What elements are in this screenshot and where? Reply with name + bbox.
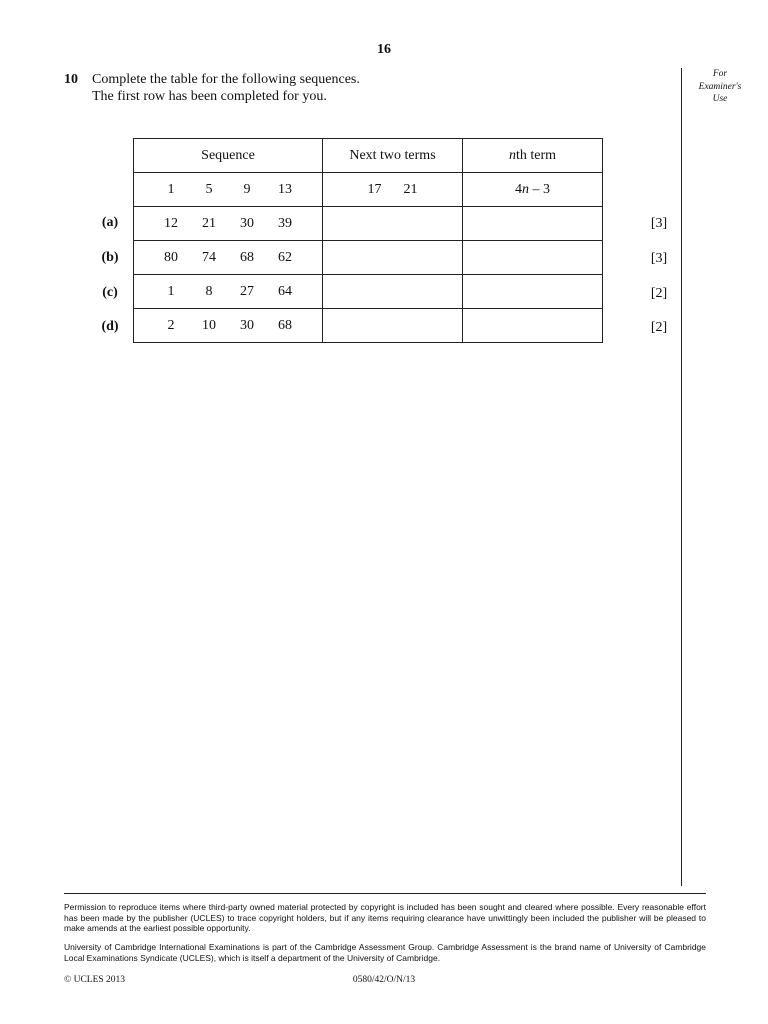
marks-c: [2] xyxy=(650,286,668,301)
table-row-d xyxy=(134,309,603,343)
sequence-term: 68 xyxy=(240,249,254,265)
sequence-cell xyxy=(134,241,323,275)
answer-nth-term-cell[interactable] xyxy=(463,275,603,309)
copyright-notice: © UCLES 2013 xyxy=(64,975,126,985)
sequence-term: 12 xyxy=(164,215,178,231)
footer-permission-text: Permission to reproduce items where third-party owned material protected by copyright is included has been sought and cleared where possible. Every reasonable effort has been made by the publisher (UCLES) to trace copyright holders, but if any items requiring clearance have unwittingly been included the publisher will be pleased to make amends at the earliest possible opportunity. xyxy=(64,902,706,933)
paper-code: 0580/42/O/N/13 xyxy=(352,975,416,985)
table-row-c xyxy=(134,275,603,309)
footer-university-text: University of Cambridge International Examinations is part of the Cambridge Assessment Group. Cambridge Assessment is the brand name of University of Cambridge Local Examinations Syndicate (UCLES), which is itself a department of the University of Cambridge. xyxy=(64,942,706,963)
sequence-term: 68 xyxy=(278,317,292,333)
sequence-term: 80 xyxy=(164,249,178,265)
examiner-label-line: Examiner's xyxy=(698,81,742,92)
sequence-term: 1 xyxy=(167,283,175,299)
part-label-b: (b) xyxy=(101,250,119,265)
marks-a: [3] xyxy=(650,216,668,231)
marks-b: [3] xyxy=(650,251,668,266)
sequence-term: 62 xyxy=(278,249,292,265)
examiner-use-label xyxy=(684,68,756,106)
question-instruction: Complete the table for the following sequences. xyxy=(92,72,360,87)
sequence-term: 8 xyxy=(205,283,213,299)
sequence-term: 39 xyxy=(278,215,292,231)
answer-next-terms-cell[interactable] xyxy=(323,207,463,241)
sequence-term: 30 xyxy=(240,215,254,231)
part-label-d: (d) xyxy=(101,319,119,334)
nth-term-suffix: th term xyxy=(515,147,557,163)
sequence-term: 64 xyxy=(278,283,292,299)
sequence-term: 5 xyxy=(205,181,213,197)
table-row-b xyxy=(134,241,603,275)
examiner-margin-line xyxy=(681,68,682,886)
table-row-a xyxy=(134,207,603,241)
header-nth-term xyxy=(463,139,603,173)
sequence-term: 30 xyxy=(240,317,254,333)
next-term: 17 xyxy=(367,181,382,197)
sequence-table xyxy=(133,138,603,343)
example-row xyxy=(134,173,603,207)
sequence-term: 1 xyxy=(167,181,175,197)
table-header-row xyxy=(134,139,603,173)
example-nth-term-cell xyxy=(463,173,603,207)
question-instruction-note: The first row has been completed for you. xyxy=(92,89,327,104)
nth-constant: – 3 xyxy=(529,181,550,197)
header-sequence: Sequence xyxy=(134,139,323,173)
example-sequence-cell xyxy=(134,173,323,207)
answer-nth-term-cell[interactable] xyxy=(463,241,603,275)
sequence-term: 2 xyxy=(167,317,175,333)
example-next-terms-cell xyxy=(323,173,463,207)
sequence-term: 13 xyxy=(278,181,292,197)
answer-next-terms-cell[interactable] xyxy=(323,275,463,309)
sequence-term: 21 xyxy=(202,215,216,231)
answer-next-terms-cell[interactable] xyxy=(323,241,463,275)
footer-divider xyxy=(64,893,706,894)
nth-coefficient: 4 xyxy=(515,181,522,197)
sequence-term: 74 xyxy=(202,249,216,265)
answer-nth-term-cell[interactable] xyxy=(463,207,603,241)
answer-next-terms-cell[interactable] xyxy=(323,309,463,343)
part-label-c: (c) xyxy=(102,285,118,300)
header-next-two-terms: Next two terms xyxy=(323,139,463,173)
part-label-a: (a) xyxy=(101,215,119,230)
sequence-cell xyxy=(134,309,323,343)
marks-d: [2] xyxy=(650,320,668,335)
question-number: 10 xyxy=(64,72,78,87)
nth-variable: n xyxy=(522,181,529,197)
page-number: 16 xyxy=(377,42,391,57)
next-term: 21 xyxy=(403,181,418,197)
sequence-cell xyxy=(134,275,323,309)
sequence-term: 9 xyxy=(243,181,251,197)
examiner-label-line: For xyxy=(712,69,728,79)
answer-nth-term-cell[interactable] xyxy=(463,309,603,343)
nth-term-variable: n xyxy=(508,147,516,163)
sequence-term: 10 xyxy=(202,317,216,333)
sequence-term: 27 xyxy=(240,283,254,299)
examiner-label-line: Use xyxy=(712,94,728,104)
sequence-cell xyxy=(134,207,323,241)
